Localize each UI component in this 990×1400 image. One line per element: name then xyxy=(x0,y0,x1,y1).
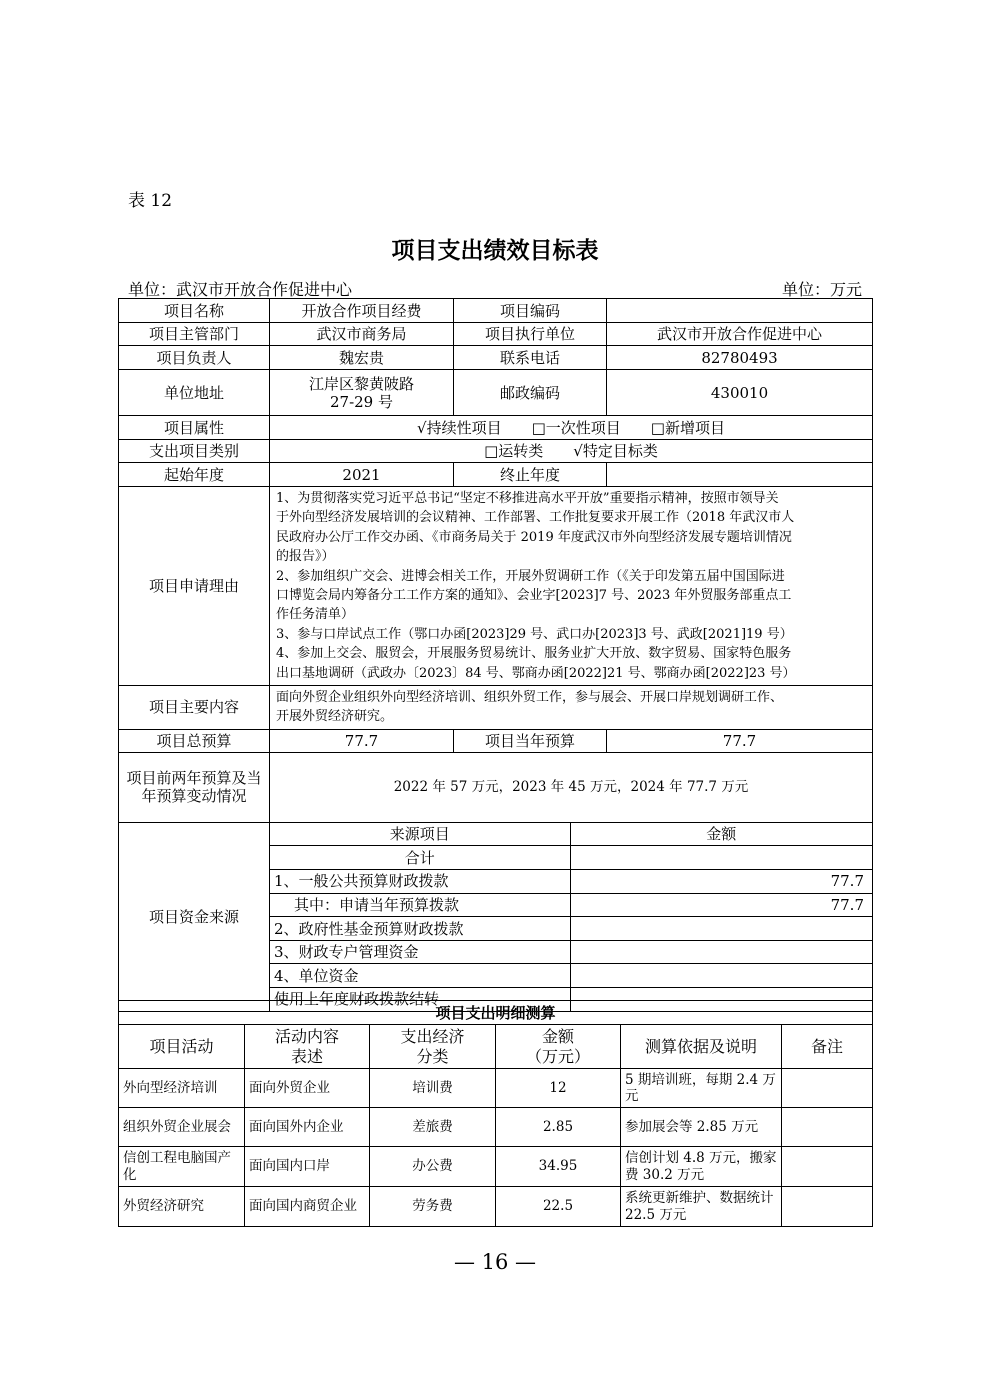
detail-class: 办公费 xyxy=(370,1147,496,1187)
funding-amount xyxy=(570,846,872,870)
value-reason xyxy=(270,487,873,686)
detail-header-row xyxy=(119,1025,873,1069)
funding-amount xyxy=(570,917,872,941)
detail-row xyxy=(119,1069,873,1108)
detail-section-row xyxy=(119,1001,873,1025)
value-attribute-options: √持续性项目 □一次性项目 □新增项目 xyxy=(270,416,873,440)
header-content-line: 表述 xyxy=(290,1046,323,1066)
detail-activity: 信创工程电脑国产化 xyxy=(119,1147,245,1187)
header-content xyxy=(245,1025,370,1069)
label-total-budget: 项目总预算 xyxy=(119,729,270,752)
reason-line: 作任务清单） xyxy=(276,607,355,623)
performance-table xyxy=(118,298,873,1012)
funding-amount: 77.7 xyxy=(570,893,872,917)
label-leader: 项目负责人 xyxy=(119,346,270,370)
value-supervisor: 武汉市商务局 xyxy=(270,323,454,346)
detail-note xyxy=(782,1108,873,1147)
content-line: 面向外贸企业组织外向型经济培训、组织外贸工作，参与展会、开展口岸规划调研工作、 xyxy=(276,690,784,706)
header-class-line: 支出经济 xyxy=(400,1027,465,1047)
header-class xyxy=(370,1025,496,1069)
value-content xyxy=(270,686,873,730)
value-leader: 魏宏贵 xyxy=(270,346,454,370)
funding-row xyxy=(270,846,872,870)
table-row xyxy=(119,729,873,752)
header-amount-line: （万元） xyxy=(525,1046,590,1066)
address-line-1: 江岸区黎黄陂路 xyxy=(308,374,414,393)
header-amount xyxy=(496,1025,621,1069)
label-current-budget: 项目当年预算 xyxy=(454,729,607,752)
funding-row xyxy=(270,964,872,988)
detail-row xyxy=(119,1187,873,1227)
funding-source: 1、一般公共预算财政拨款 xyxy=(270,870,570,894)
detail-section-title: 项目支出明细测算 xyxy=(119,1001,873,1025)
detail-content: 面向国内商贸企业 xyxy=(245,1187,370,1227)
funding-row xyxy=(270,940,872,964)
value-address xyxy=(270,370,454,416)
table-row xyxy=(119,323,873,346)
funding-amount: 77.7 xyxy=(570,870,872,894)
detail-amount: 22.5 xyxy=(496,1187,621,1227)
detail-table xyxy=(118,1000,873,1227)
table-row xyxy=(119,463,873,487)
detail-class: 培训费 xyxy=(370,1069,496,1108)
page-title: 项目支出绩效目标表 xyxy=(391,238,599,264)
reason-line: 3、参与口岸试点工作（鄂口办函[2023]29 号、武口办[2023]3 号、武政[2021]19 号） xyxy=(276,626,793,642)
detail-basis: 5 期培训班，每期 2.4 万元 xyxy=(621,1069,782,1108)
table-row xyxy=(119,299,873,323)
detail-activity: 外贸经济研究 xyxy=(119,1187,245,1227)
detail-activity: 组织外贸企业展会 xyxy=(119,1108,245,1147)
header-activity: 项目活动 xyxy=(119,1025,245,1069)
funding-source: 2、政府性基金预算财政拨款 xyxy=(270,917,570,941)
label-supervisor: 项目主管部门 xyxy=(119,323,270,346)
detail-note xyxy=(782,1187,873,1227)
reason-line: 民政府办公厅工作交办函、《市商务局关于 2019 年度武汉市外向型经济发展专题培训情况 xyxy=(276,529,792,545)
table-row xyxy=(119,822,873,1011)
content-line: 开展外贸经济研究。 xyxy=(276,709,394,725)
detail-note xyxy=(782,1147,873,1187)
value-budget-change: 2022 年 57 万元，2023 年 45 万元，2024 年 77.7 万元 xyxy=(270,752,873,822)
funding-table xyxy=(270,823,872,1011)
funding-source: 合计 xyxy=(270,846,570,870)
reason-line: 口博览会局内筹备分工工作方案的通知》、会业字[2023]7 号、2023 年外贸服务部重点工 xyxy=(276,588,792,604)
funding-source: 使用上年度财政拨款结转 xyxy=(270,988,570,1011)
reason-line: 于外向型经济发展培训的会议精神、工作部署、工作批复要求开展工作（2018 年武汉市人 xyxy=(276,510,795,526)
label-end-year: 终止年度 xyxy=(454,463,607,487)
detail-basis: 信创计划 4.8 万元，搬家费 30.2 万元 xyxy=(621,1147,782,1187)
label-executor: 项目执行单位 xyxy=(454,323,607,346)
table-row xyxy=(119,440,873,463)
label-start-year: 起始年度 xyxy=(119,463,270,487)
table-row xyxy=(119,686,873,730)
funding-amount xyxy=(570,940,872,964)
reason-line: 出口基地调研（武政办〔2023〕84 号、鄂商办函[2022]21 号、鄂商办函[2022]23 号） xyxy=(276,665,796,681)
unit-currency: 单位：万元 xyxy=(781,280,862,299)
table-number: 表 12 xyxy=(128,191,173,211)
funding-source: 其中：申请当年预算拨款 xyxy=(270,893,570,917)
funding-source: 4、单位资金 xyxy=(270,964,570,988)
value-project-code xyxy=(607,299,873,323)
detail-basis: 参加展会等 2.85 万元 xyxy=(621,1108,782,1147)
value-phone: 82780493 xyxy=(607,346,873,370)
value-executor: 武汉市开放合作促进中心 xyxy=(607,323,873,346)
reason-line: 的报告》） xyxy=(276,549,335,565)
funding-header-source: 来源项目 xyxy=(270,823,570,846)
value-postcode: 430010 xyxy=(607,370,873,416)
header-content-line: 活动内容 xyxy=(274,1027,339,1047)
reason-line: 2、参加组织广交会、进博会相关工作，开展外贸调研工作（《关于印发第五届中国国际进 xyxy=(276,568,785,584)
label-funding: 项目资金来源 xyxy=(119,822,270,1011)
reason-line: 4、参加上交会、服贸会，开展服务贸易统计、服务业扩大开放、数字贸易、国家特色服务 xyxy=(276,646,792,662)
detail-content: 面向国内口岸 xyxy=(245,1147,370,1187)
funding-source: 3、财政专户管理资金 xyxy=(270,940,570,964)
page-number: — 16 — xyxy=(453,1250,537,1274)
value-current-budget: 77.7 xyxy=(607,729,873,752)
detail-note xyxy=(782,1069,873,1108)
label-address: 单位地址 xyxy=(119,370,270,416)
detail-basis: 系统更新维护、数据统计 22.5 万元 xyxy=(621,1187,782,1227)
table-row xyxy=(119,370,873,416)
funding-amount xyxy=(570,964,872,988)
label-project-code: 项目编码 xyxy=(454,299,607,323)
value-start-year: 2021 xyxy=(270,463,454,487)
detail-amount: 34.95 xyxy=(496,1147,621,1187)
label-postcode: 邮政编码 xyxy=(454,370,607,416)
detail-amount: 12 xyxy=(496,1069,621,1108)
detail-row xyxy=(119,1108,873,1147)
table-row xyxy=(119,752,873,822)
label-content: 项目主要内容 xyxy=(119,686,270,730)
unit-organization: 单位：武汉市开放合作促进中心 xyxy=(128,280,353,299)
detail-row xyxy=(119,1147,873,1187)
funding-row xyxy=(270,917,872,941)
header-amount-line: 金额 xyxy=(541,1027,574,1047)
label-attribute: 项目属性 xyxy=(119,416,270,440)
value-end-year xyxy=(607,463,873,487)
detail-amount: 2.85 xyxy=(496,1108,621,1147)
header-basis: 测算依据及说明 xyxy=(621,1025,782,1069)
detail-class: 劳务费 xyxy=(370,1187,496,1227)
header-note: 备注 xyxy=(782,1025,873,1069)
value-category-options: □运转类 √特定目标类 xyxy=(270,440,873,463)
detail-content: 面向外贸企业 xyxy=(245,1069,370,1108)
funding-row xyxy=(270,893,872,917)
detail-content: 面向国外内企业 xyxy=(245,1108,370,1147)
table-row xyxy=(119,416,873,440)
table-row xyxy=(119,487,873,686)
label-reason: 项目申请理由 xyxy=(119,487,270,686)
funding-header-amount: 金额 xyxy=(570,823,872,846)
label-budget-change: 项目前两年预算及当年预算变动情况 xyxy=(119,752,270,822)
detail-activity: 外向型经济培训 xyxy=(119,1069,245,1108)
header-class-line: 分类 xyxy=(416,1046,449,1066)
address-line-2: 27-29 号 xyxy=(329,392,393,411)
funding-table-cell xyxy=(270,822,873,1011)
reason-line: 1、为贯彻落实党习近平总书记“坚定不移推进高水平开放”重要指示精神，按照市领导关 xyxy=(276,491,779,506)
table-row xyxy=(119,346,873,370)
funding-row xyxy=(270,870,872,894)
value-project-name: 开放合作项目经费 xyxy=(270,299,454,323)
detail-class: 差旅费 xyxy=(370,1108,496,1147)
label-phone: 联系电话 xyxy=(454,346,607,370)
label-project-name: 项目名称 xyxy=(119,299,270,323)
label-category: 支出项目类别 xyxy=(119,440,270,463)
value-total-budget: 77.7 xyxy=(270,729,454,752)
funding-header-row xyxy=(270,823,872,846)
